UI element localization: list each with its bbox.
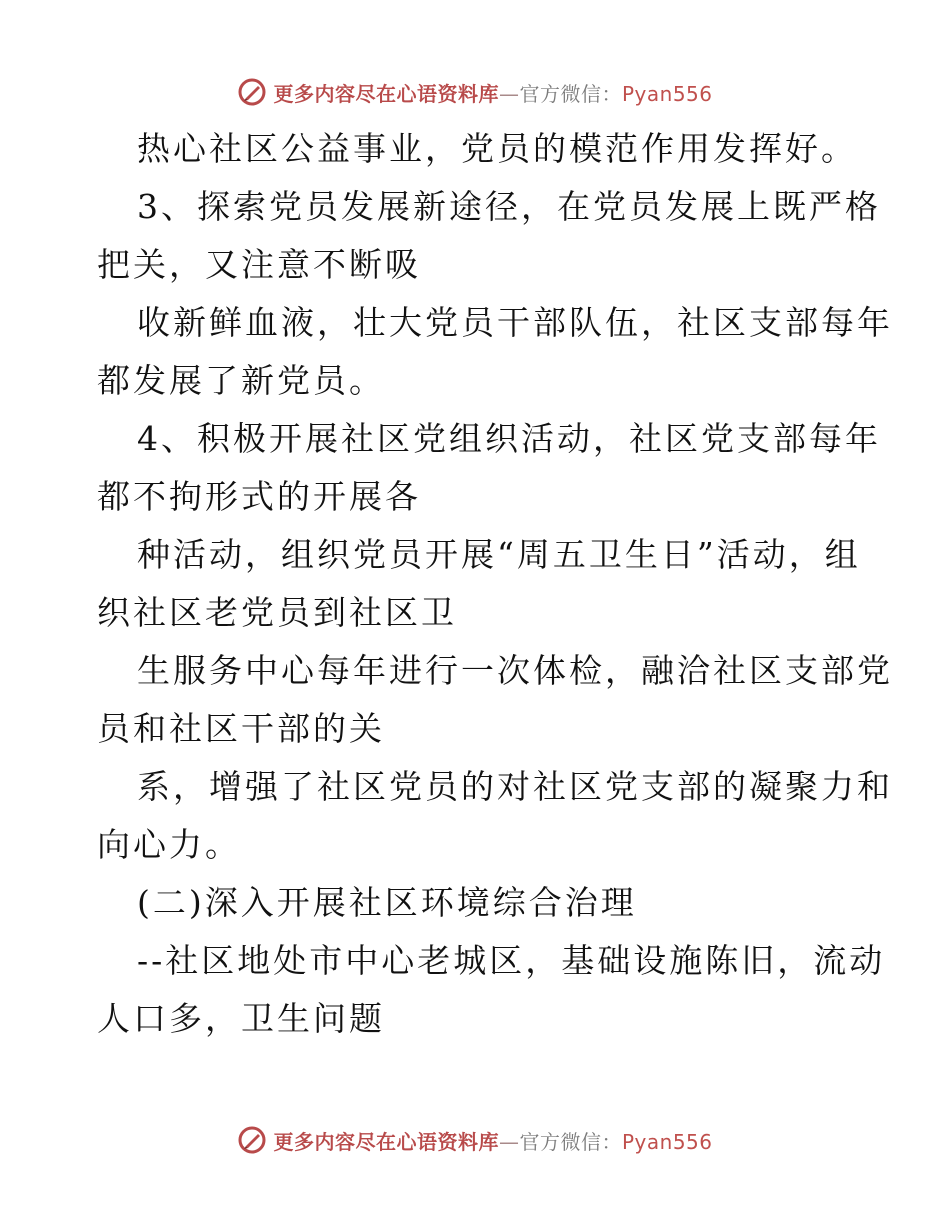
footer-brand-text: 更多内容尽在心语资料库 <box>273 1129 499 1154</box>
body-line: 系，增强了社区党员的对社区党支部的凝聚力和 <box>137 767 893 806</box>
body-line: 4、积极开展社区党组织活动，社区党支部每年 <box>137 419 881 458</box>
pen-logo-icon <box>237 77 267 107</box>
footer-wechat-id: Pyan556 <box>621 1129 713 1154</box>
header-wechat-id: Pyan556 <box>621 81 713 106</box>
body-line: --社区地处市中心老城区，基础设施陈旧，流动 <box>137 941 886 980</box>
body-line: 都不拘形式的开展各 <box>97 477 421 516</box>
header-banner <box>0 72 950 112</box>
body-line: 把关，又注意不断吸 <box>97 245 421 284</box>
section-heading: (二)深入开展社区环境综合治理 <box>137 883 637 922</box>
footer-dash: — <box>498 1129 520 1154</box>
footer-wechat-label: 官方微信： <box>519 1129 622 1154</box>
document-body <box>97 120 893 1048</box>
header-brand-text: 更多内容尽在心语资料库 <box>273 81 499 106</box>
body-line: 织社区老党员到社区卫 <box>97 593 457 632</box>
body-line: 3、探索党员发展新途径，在党员发展上既严格 <box>137 187 881 226</box>
footer-banner <box>0 1120 950 1160</box>
body-line: 人口多，卫生问题 <box>97 999 385 1038</box>
body-line: 员和社区干部的关 <box>97 709 385 748</box>
body-line: 向心力。 <box>97 825 241 864</box>
header-wechat-label: 官方微信： <box>519 81 622 106</box>
pen-logo-icon <box>237 1125 267 1155</box>
header-dash: — <box>498 81 520 106</box>
body-line: 都发展了新党员。 <box>97 361 385 400</box>
body-line: 热心社区公益事业，党员的模范作用发挥好。 <box>137 129 857 168</box>
body-line: 生服务中心每年进行一次体检，融洽社区支部党 <box>137 651 893 690</box>
body-line: 收新鲜血液，壮大党员干部队伍，社区支部每年 <box>137 303 893 342</box>
body-line: 种活动，组织党员开展“周五卫生日”活动，组 <box>137 535 861 574</box>
